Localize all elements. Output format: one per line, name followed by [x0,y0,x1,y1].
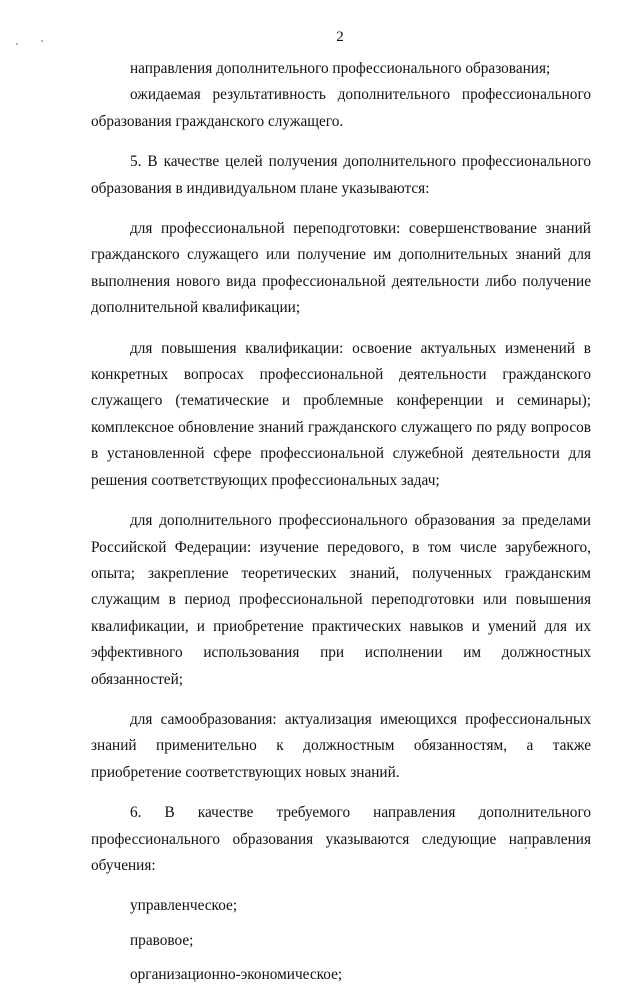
paragraph-qualification-upgrade: для повышения квалификации: освоение актуальных изменений в конкретных вопросах профессиональной деятельности гражданского служащего (тематические и проблемные конференции и семинары); комплексное обновление знаний гражданского служащего по ряду вопросов в установленной сфере профессиональной служебной деятельности для решения соответствующих профессиональных задач; [91,339,591,489]
page-number: 2 [336,29,344,45]
list-item-legal: правовое; [130,931,194,949]
paragraph-retraining: для профессиональной переподготовки: совершенствование знаний гражданского служащего или получение им дополнительных знаний для выполнения нового вида профессиональной деятельности либо получение дополнительной квалификации; [91,220,591,317]
paragraph-self-education: для самообразования: актуализация имеющихся профессиональных знаний применительно к должностным обязанностям, а также приобретение соответствующих новых знаний. [91,710,591,781]
paragraph-directions: направления дополнительного профессионального образования; [130,60,551,77]
list-item-managerial: управленческое; [130,897,238,915]
paragraph-section-6: 6. В качестве требуемого направления дополнительного профессионального образования указываются следующие направления обучения: [91,804,591,874]
paragraph-section-5: 5. В качестве целей получения дополнительного профессионального образования в индивидуальном плане указываются: [91,153,591,197]
list-item-organizational-economic: организационно-экономическое; [130,966,343,984]
document-body [91,56,591,997]
paragraph-abroad-education: для дополнительного профессионального образования за пределами Российской Федерации: изучение передового, в том числе зарубежного, опыта; закрепление теоретических знаний, полученных гражданским служащим в период профессиональной переподготовки или повышения квалификации, и приобретение практических навыков и умений для их эффективного использования при исполнении им должностных обязанностей; [91,512,591,688]
paragraph-expected-results: ожидаемая результативность дополнительного профессионального образования гражданского служащего. [91,86,591,130]
